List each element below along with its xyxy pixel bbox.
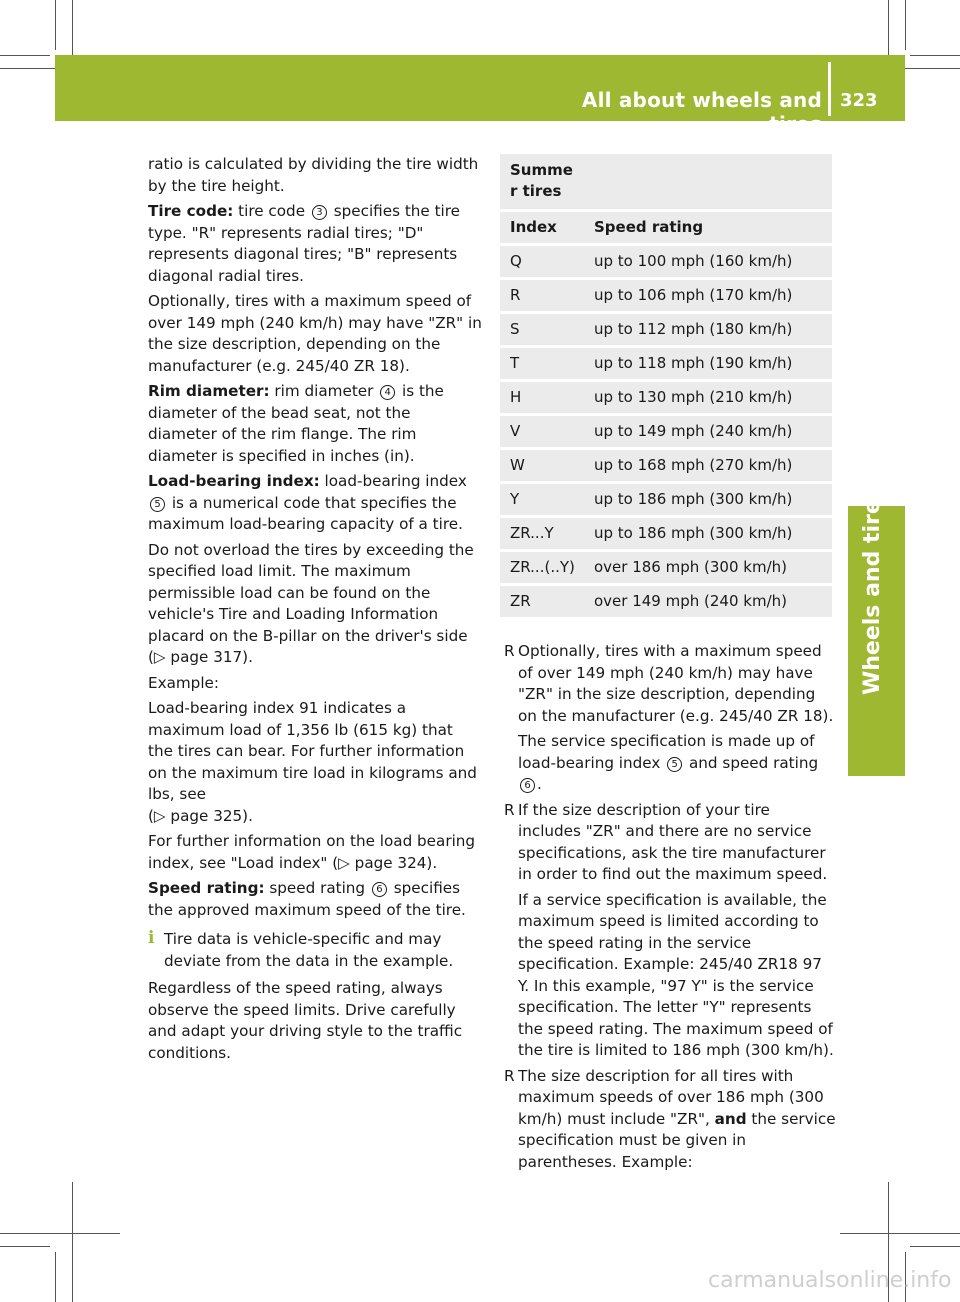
section-tab-marker — [848, 732, 905, 776]
watermark: carmanualsonline.info — [708, 1268, 952, 1293]
crop-mark — [55, 1252, 56, 1302]
text: rim diameter — [274, 382, 374, 400]
table-caption-row — [500, 154, 832, 210]
page-title: All about wheels and tires — [581, 88, 822, 136]
text: speed rating — [269, 879, 366, 897]
speed-cell: up to 168 mph (270 km/h) — [584, 448, 832, 482]
callout-number: 5 — [667, 757, 682, 772]
text: Load-bearing index 91 indicates a maximum load of 1,356 lb (615 kg) that the tires can bear. For further information on the maximum tire load in kilograms and lbs, see — [148, 699, 477, 803]
speed-cell: up to 118 mph (190 km/h) — [584, 346, 832, 380]
callout-number: 4 — [380, 385, 395, 400]
table-row — [500, 448, 832, 482]
index-cell: V — [500, 414, 584, 448]
section-tab-label: Wheels and tires — [860, 486, 885, 695]
text: The size description for all tires with maximum speeds of over 186 mph (300 km/h) must include "ZR", — [518, 1066, 824, 1128]
text: Do not overload the tires by exceeding the specified load limit. The maximum permissible load can be found on the vehicle's Tire and Loading Information placard on the B-pillar on the driver's side — [148, 540, 474, 645]
index-cell: W — [500, 448, 584, 482]
table-row — [500, 550, 832, 584]
speed-cell: up to 106 mph (170 km/h) — [584, 278, 832, 312]
index-cell: Q — [500, 244, 584, 278]
paragraph: For further information on the load bearing index, see "Load index" (▷ page 324). — [148, 832, 476, 872]
crop-mark — [840, 1233, 960, 1234]
paragraph — [148, 878, 482, 921]
text: The service specification is made up of load-bearing index — [518, 732, 815, 772]
crop-mark — [55, 0, 56, 50]
table-row — [500, 244, 832, 278]
paragraph: ratio is calculated by dividing the tire width by the tire height. — [148, 155, 479, 195]
table-row — [500, 380, 832, 414]
table-caption: Summe r tires — [500, 154, 584, 210]
paragraph — [148, 381, 482, 467]
paragraph: If a service specification is available, the maximum speed is limited according to the speed rating in the service specification. Example: 245/40 ZR18 97 Y. In this example, "97 Y" is the service specification. The letter "Y" represents the speed rating. The maximum speed of the tire is limited to 186 mph (300 km/h). — [518, 890, 834, 1059]
text: is a numerical code that specifies the maximum load-bearing capacity of a tire. — [148, 493, 463, 533]
crop-mark — [0, 1233, 120, 1234]
bullet-marker: R — [504, 1066, 515, 1085]
text: is the diameter of the bead seat, not the diameter of the rim flange. The rim diameter is specified in inches (in). — [148, 382, 444, 465]
speed-cell: up to 100 mph (160 km/h) — [584, 244, 832, 278]
page-reference-link[interactable]: (▷ page 317). — [148, 648, 253, 666]
paragraph — [518, 1066, 836, 1174]
paragraph — [148, 471, 482, 536]
table-row — [500, 584, 832, 618]
bullet-marker: R — [504, 642, 515, 660]
paragraph — [148, 540, 482, 669]
text: and speed rating — [689, 753, 819, 772]
speed-rating-table — [500, 154, 832, 620]
right-column — [504, 641, 836, 1177]
bullet-item — [504, 641, 836, 796]
column-header: Index — [500, 210, 584, 244]
speed-cell: up to 130 mph (210 km/h) — [584, 380, 832, 414]
paragraph: Example: — [148, 673, 220, 692]
table-cell — [584, 154, 832, 210]
speed-cell: up to 112 mph (180 km/h) — [584, 312, 832, 346]
index-cell: ZR — [500, 584, 584, 618]
crop-mark — [72, 1182, 73, 1302]
speed-cell: up to 186 mph (300 km/h) — [584, 482, 832, 516]
table-row — [500, 278, 832, 312]
index-cell: R — [500, 278, 584, 312]
callout-number: 6 — [372, 882, 387, 897]
page-number: 323 — [840, 90, 878, 111]
info-note — [148, 929, 482, 972]
crop-mark — [0, 55, 50, 56]
table-row — [500, 414, 832, 448]
table-header-row — [500, 210, 832, 244]
index-cell: Y — [500, 482, 584, 516]
text: tire code — [238, 202, 306, 220]
bullet-marker: R — [504, 800, 515, 819]
crop-mark — [0, 1246, 50, 1247]
paragraph — [518, 731, 836, 796]
paragraph: Optionally, tires with a maximum speed of over 149 mph (240 km/h) may have "ZR" in the size description, depending on the manufacturer (e.g. 245/40 ZR 18). — [518, 642, 834, 725]
callout-number: 3 — [312, 205, 327, 220]
speed-cell: up to 186 mph (300 km/h) — [584, 516, 832, 550]
speed-cell: over 186 mph (300 km/h) — [584, 550, 832, 584]
index-cell: ZR...(..Y) — [500, 550, 584, 584]
text: Tire data is vehicle-specific and may deviate from the data in the example. — [164, 930, 454, 970]
paragraph: Regardless of the speed rating, always observe the speed limits. Drive carefully and adapt your driving style to the traffic conditions. — [148, 979, 463, 1062]
term-label: Speed rating: — [148, 879, 265, 897]
text: . — [537, 775, 542, 793]
crop-mark — [905, 0, 906, 50]
callout-number: 5 — [150, 497, 165, 512]
left-column — [148, 154, 482, 1068]
paragraph — [148, 201, 482, 287]
callout-number: 6 — [520, 778, 535, 793]
index-cell: ZR...Y — [500, 516, 584, 550]
paragraph: Optionally, tires with a maximum speed of over 149 mph (240 km/h) may have "ZR" in the size description, depending on the manufacturer (e.g. 245/40 ZR 18). — [148, 292, 482, 375]
term-label: Load-bearing index: — [148, 472, 320, 490]
paragraph — [148, 698, 482, 827]
text: specifies the approved maximum speed of the tire. — [148, 879, 466, 919]
crop-mark — [910, 55, 960, 56]
paragraph: If the size description of your tire includes "ZR" and there are no service specifications, ask the tire manufacturer in order to find out the maximum speed. — [518, 800, 828, 883]
index-cell: T — [500, 346, 584, 380]
header-divider — [828, 62, 831, 116]
speed-cell: up to 149 mph (240 km/h) — [584, 414, 832, 448]
text: specifies the tire type. "R" represents radial tires; "D" represents diagonal tires; "B" represents diagonal radial tires. — [148, 202, 461, 285]
bullet-item — [504, 1066, 836, 1174]
table-row — [500, 346, 832, 380]
page-reference-link[interactable]: (▷ page 325). — [148, 806, 253, 825]
term-label: Rim diameter: — [148, 382, 270, 400]
info-icon: i — [148, 928, 155, 948]
table-row — [500, 516, 832, 550]
table-row — [500, 482, 832, 516]
text-emphasis: and — [714, 1109, 747, 1128]
text: the service specification must be given in parentheses. Example: — [518, 1109, 836, 1171]
text: load-bearing index — [324, 472, 467, 490]
column-header: Speed rating — [584, 210, 832, 244]
bullet-item — [504, 800, 836, 1062]
index-cell: S — [500, 312, 584, 346]
term-label: Tire code: — [148, 202, 234, 220]
index-cell: H — [500, 380, 584, 414]
table-row — [500, 312, 832, 346]
speed-cell: over 149 mph (240 km/h) — [584, 584, 832, 618]
crop-mark — [910, 1246, 960, 1247]
